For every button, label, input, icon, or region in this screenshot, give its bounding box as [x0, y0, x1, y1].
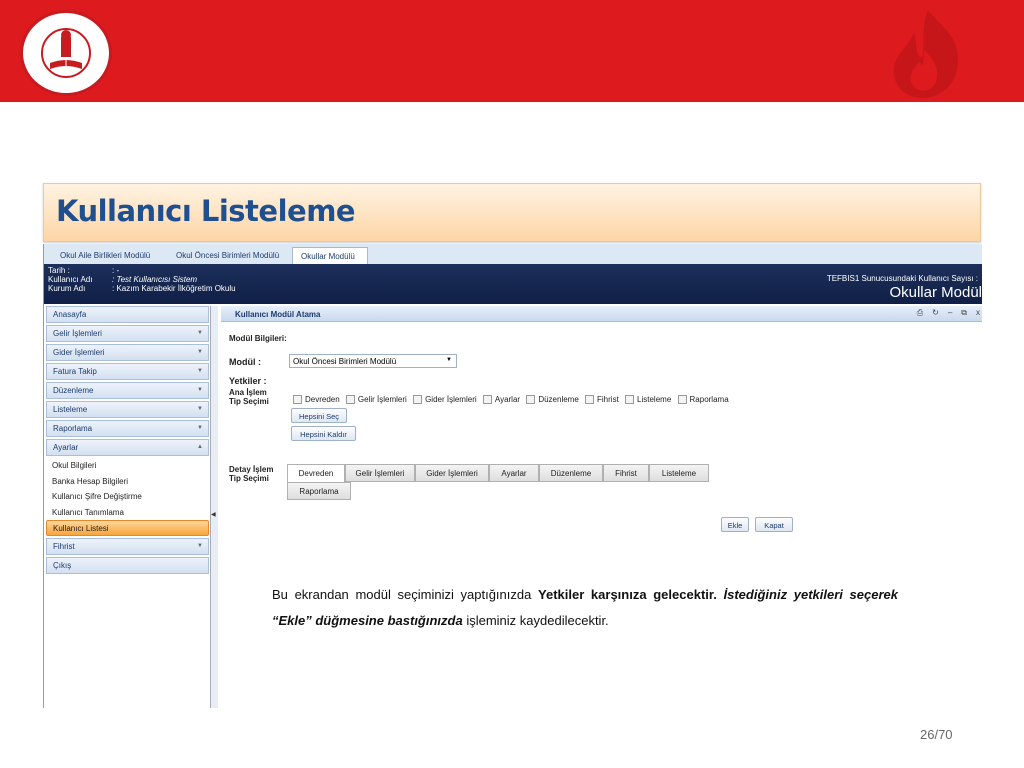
sidebar-item-label: Düzenleme [53, 386, 94, 395]
sidebar-item-anasayfa[interactable] [46, 306, 209, 323]
tarih-value: : - [112, 266, 120, 275]
detail-tab-gider[interactable]: Gider İşlemleri [415, 464, 489, 482]
sidebar-item-cikis[interactable] [46, 557, 209, 574]
modul-select-value: Okul Öncesi Birimleri Modülü [293, 357, 397, 366]
checkbox-raporlama[interactable] [678, 395, 729, 404]
chevron-down-icon: ▼ [197, 349, 203, 355]
description-text [272, 582, 898, 634]
chevron-down-icon: ▼ [197, 425, 203, 431]
kullanici-label: Kullanıcı Adı [48, 275, 93, 284]
sidebar-item-label: Gelir İşlemleri [53, 329, 102, 338]
app-window [43, 244, 981, 708]
flame-watermark-icon [880, 6, 970, 102]
tip-secimi-label: Tip Seçimi [229, 397, 269, 406]
tab-okul-oncesi[interactable]: Okul Öncesi Birimleri Modülü [176, 251, 280, 260]
sidebar-sub-banka[interactable]: Banka Hesap Bilgileri [52, 476, 129, 486]
checkbox-gider[interactable] [413, 395, 477, 404]
desc-part1: Bu ekrandan modül seçiminizi yaptığınızda [272, 587, 539, 602]
user-count-label: TEFBIS1 Sunucusundaki Kullanıcı Sayısı : [826, 274, 978, 283]
content-panel [221, 306, 982, 708]
ekle-button[interactable]: Ekle [721, 517, 749, 532]
chevron-down-icon: ▼ [197, 387, 203, 393]
select-all-button[interactable]: Hepsini Seç [291, 408, 347, 423]
sidebar-item-fatura[interactable] [46, 363, 209, 380]
slide-title: Kullanıcı Listeleme [56, 194, 356, 228]
checkbox-duzenleme[interactable] [526, 395, 578, 404]
slide-title-bar [43, 183, 981, 242]
checkbox-label: Listeleme [637, 395, 672, 404]
detail-tab-listeleme[interactable]: Listeleme [649, 464, 709, 482]
checkbox-box[interactable] [678, 395, 687, 404]
chevron-down-icon: ▼ [197, 542, 203, 549]
ana-islem-label: Ana İşlem [229, 388, 267, 397]
checkbox-label: Fihrist [597, 395, 619, 404]
checkbox-listeleme[interactable] [625, 395, 671, 404]
section-label: Modül Bilgileri: [229, 334, 287, 343]
detail-tab-ayarlar[interactable]: Ayarlar [489, 464, 539, 482]
sidebar-sub-okul-bilgileri[interactable]: Okul Bilgileri [52, 461, 97, 470]
detail-tab-devreden[interactable]: Devreden [287, 464, 345, 483]
kurum-value: : Kazım Karabekir İlköğretim Okulu [112, 284, 236, 293]
checkbox-devreden[interactable] [293, 395, 340, 404]
sidebar-item-gider[interactable] [46, 344, 209, 361]
desc-part4: işleminiz kaydedilecektir. [462, 613, 609, 628]
checkbox-label: Raporlama [689, 395, 729, 404]
modul-label: Modül : [229, 357, 261, 367]
modul-select[interactable] [289, 354, 457, 368]
chevron-down-icon: ▼ [197, 330, 203, 336]
checkbox-box[interactable] [585, 395, 594, 404]
panel-header [221, 306, 982, 322]
sidebar-item-label: Gider İşlemleri [53, 348, 105, 357]
checkbox-label: Ayarlar [494, 395, 521, 404]
sidebar-item-duzenleme[interactable] [46, 382, 209, 399]
checkbox-label: Devreden [305, 395, 340, 404]
detay-islem-label: Detay İşlem [229, 465, 274, 474]
remove-all-button[interactable]: Hepsini Kaldır [291, 426, 356, 441]
print-icon[interactable]: ⎙ [916, 308, 924, 317]
desc-part2: Yetkiler karşınıza gelecektir. [538, 587, 717, 602]
sidebar [46, 306, 209, 708]
sidebar-sub-tanimlama[interactable]: Kullanıcı Tanımlama [52, 507, 124, 517]
checkbox-box[interactable] [526, 395, 535, 404]
permission-checkboxes [293, 395, 733, 404]
sidebar-item-label: Çıkış [53, 560, 72, 570]
splitter[interactable] [210, 306, 218, 708]
tarih-label: Tarih : [48, 266, 70, 275]
sidebar-sub-kullanici-listesi[interactable]: Kullanıcı Listesi [46, 520, 209, 536]
info-bar [44, 264, 982, 304]
sidebar-item-label: Fihrist [53, 541, 75, 551]
chevron-up-icon: ▲ [197, 444, 203, 450]
module-tabs [44, 244, 982, 264]
checkbox-box[interactable] [293, 395, 302, 404]
detail-tab-duzenleme[interactable]: Düzenleme [539, 464, 603, 482]
kullanici-value: : Test Kullanıcısı Sistem [112, 275, 198, 284]
kurum-label: Kurum Adı [48, 284, 86, 293]
checkbox-box[interactable] [413, 395, 422, 404]
checkbox-label: Gider İşlemleri [425, 395, 477, 404]
detay-tip-secimi-label: Tip Seçimi [229, 474, 269, 483]
sidebar-item-listeleme[interactable] [46, 401, 209, 418]
tab-okullar[interactable]: Okullar Modülü [292, 247, 368, 264]
refresh-icon[interactable]: ↻ [932, 308, 939, 317]
detail-tab-fihrist[interactable]: Fihrist [603, 464, 649, 482]
sidebar-item-raporlama[interactable] [46, 420, 209, 437]
panel-title: Kullanıcı Modül Atama [235, 310, 321, 319]
checkbox-box[interactable] [483, 395, 492, 404]
sidebar-item-label: Raporlama [53, 424, 93, 433]
sidebar-item-label: Anasayfa [53, 310, 87, 319]
close-icon[interactable]: x [976, 308, 980, 317]
sidebar-item-fihrist[interactable] [46, 538, 209, 555]
sidebar-item-label: Listeleme [53, 405, 88, 414]
sidebar-item-label: Ayarlar [53, 443, 79, 452]
checkbox-label: Düzenleme [538, 395, 579, 404]
yetkiler-label: Yetkiler : [229, 376, 267, 386]
checkbox-gelir[interactable] [346, 395, 407, 404]
collapse-arrow-icon[interactable]: ◀ [211, 512, 216, 518]
page-number: 26/70 [920, 727, 953, 742]
checkbox-box[interactable] [346, 395, 355, 404]
module-title: Okullar Modül [889, 284, 982, 301]
checkbox-fihrist[interactable] [585, 395, 619, 404]
detail-tab-raporlama[interactable]: Raporlama [287, 482, 351, 500]
chevron-down-icon: ▼ [197, 368, 203, 374]
chevron-down-icon: ▼ [197, 406, 203, 412]
sidebar-item-gelir[interactable] [46, 325, 209, 342]
checkbox-box[interactable] [625, 395, 634, 404]
top-banner [0, 0, 1024, 102]
sidebar-item-label: Fatura Takip [53, 367, 97, 376]
kapat-button[interactable]: Kapat [755, 517, 793, 532]
checkbox-label: Gelir İşlemleri [357, 395, 407, 404]
sidebar-sub-sifre[interactable]: Kullanıcı Şifre Değiştirme [52, 492, 142, 501]
restore-icon[interactable]: ⧉ [961, 308, 967, 317]
minimize-icon[interactable]: – [947, 308, 953, 317]
sidebar-item-ayarlar[interactable] [46, 439, 209, 456]
detail-tab-gelir[interactable]: Gelir İşlemleri [345, 464, 415, 482]
checkbox-ayarlar[interactable] [483, 395, 520, 404]
desc-part3: İstediğiniz yetkileri seçerek “Ekle” düğmesine bastığınızda [272, 587, 898, 628]
chevron-down-icon: ▼ [446, 357, 452, 363]
ministry-logo [20, 10, 112, 96]
tab-okul-aile[interactable]: Okul Aile Birlikleri Modülü [60, 251, 151, 260]
